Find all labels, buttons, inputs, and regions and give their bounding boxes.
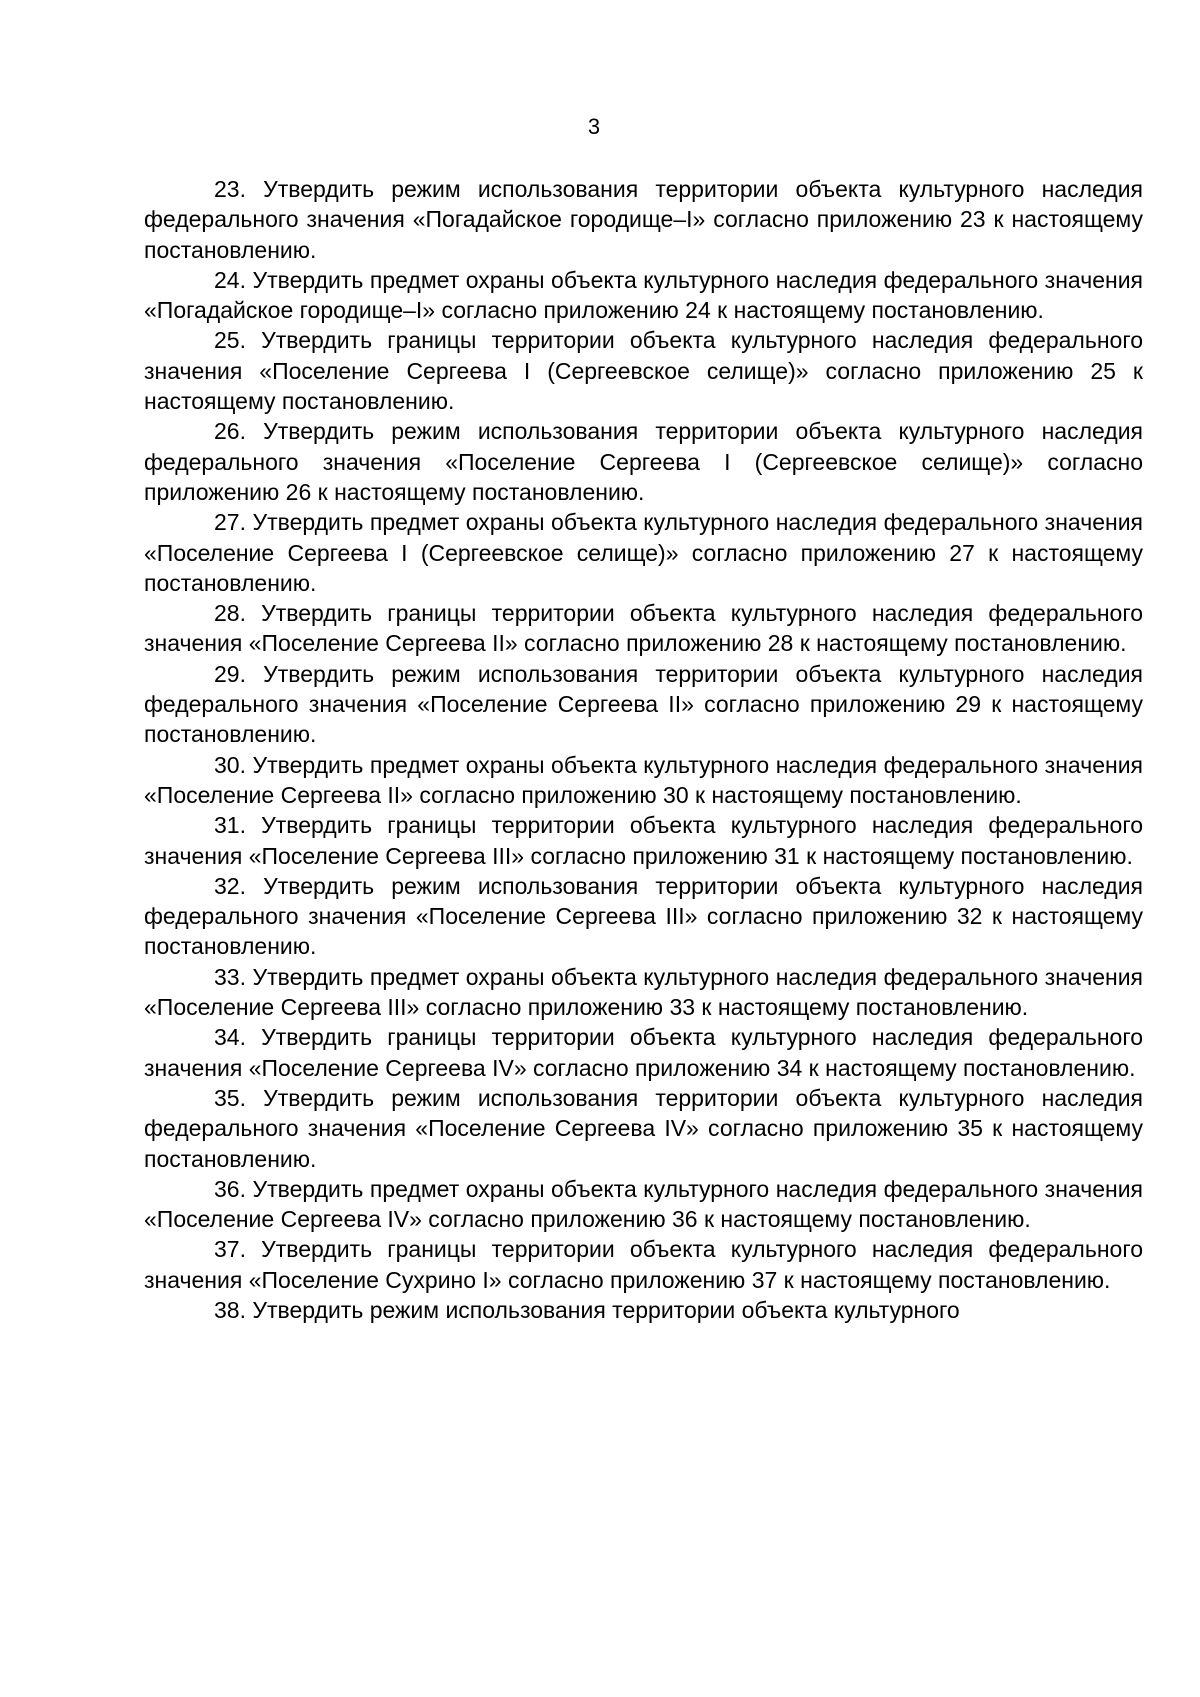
paragraph-item-30: 30. Утвердить предмет охраны объекта культурного наследия федерального значения «Поселение Сергеева II» согласно приложению 30 к настоящему постановлению. (144, 751, 1143, 808)
paragraph-item-33: 33. Утвердить предмет охраны объекта культурного наследия федерального значения «Поселение Сергеева III» согласно приложению 33 к настоящему постановлению. (144, 963, 1143, 1021)
paragraph-item-36: 36. Утвердить предмет охраны объекта культурного наследия федерального значения «Поселение Сергеева IV» согласно приложению 36 к настоящему постановлению. (144, 1175, 1143, 1233)
paragraph-item-28: 28. Утвердить границы территории объекта культурного наследия федерального значения «Поселение Сергеева II» согласно приложению 28 к настоящему постановлению. (144, 600, 1143, 657)
paragraph-item-23: 23. Утвердить режим использования территории объекта культурного наследия федерального значения «Погадайское городище–I» согласно приложению 23 к настоящему постановлению. (144, 176, 1143, 263)
paragraph-item-24: 24. Утвердить предмет охраны объекта культурного наследия федерального значения «Погадайское городище–I» согласно приложению 24 к настоящему постановлению. (144, 266, 1143, 324)
paragraph-item-26: 26. Утвердить режим использования территории объекта культурного наследия федерального значения «Поселение Сергеева I (Сергеевское селище)» согласно приложению 26 к настоящему постановлению. (144, 418, 1143, 505)
paragraph-item-29: 29. Утвердить режим использования территории объекта культурного наследия федерального значения «Поселение Сергеева II» согласно приложению 29 к настоящему постановлению. (144, 660, 1143, 748)
paragraph-item-34: 34. Утвердить границы территории объекта культурного наследия федерального значения «Поселение Сергеева IV» согласно приложению 34 к настоящему постановлению. (144, 1024, 1143, 1081)
paragraph-item-35: 35. Утвердить режим использования территории объекта культурного наследия федерального значения «Поселение Сергеева IV» согласно приложению 35 к настоящему постановлению. (144, 1084, 1143, 1172)
paragraph-item-31: 31. Утвердить границы территории объекта культурного наследия федерального значения «Поселение Сергеева III» согласно приложению 31 к настоящему постановлению. (144, 812, 1143, 869)
paragraph-item-27: 27. Утвердить предмет охраны объекта культурного наследия федерального значения «Поселение Сергеева I (Сергеевское селище)» согласно приложению 27 к настоящему постановлению. (144, 509, 1143, 596)
paragraph-item-25: 25. Утвердить границы территории объекта культурного наследия федерального значения «Поселение Сергеева I (Сергеевское селище)» согласно приложению 25 к настоящему постановлению. (144, 327, 1143, 415)
paragraph-item-32: 32. Утвердить режим использования территории объекта культурного наследия федерального значения «Поселение Сергеева III» согласно приложению 32 к настоящему постановлению. (144, 872, 1143, 960)
page-number: 3 (587, 114, 601, 139)
document-body (144, 174, 1143, 1325)
paragraph-item-38: 38. Утвердить режим использования территории объекта культурного (214, 1296, 960, 1323)
paragraph-item-37: 37. Утвердить границы территории объекта культурного наследия федерального значения «Поселение Сухрино I» согласно приложению 37 к настоящему постановлению. (144, 1236, 1143, 1293)
